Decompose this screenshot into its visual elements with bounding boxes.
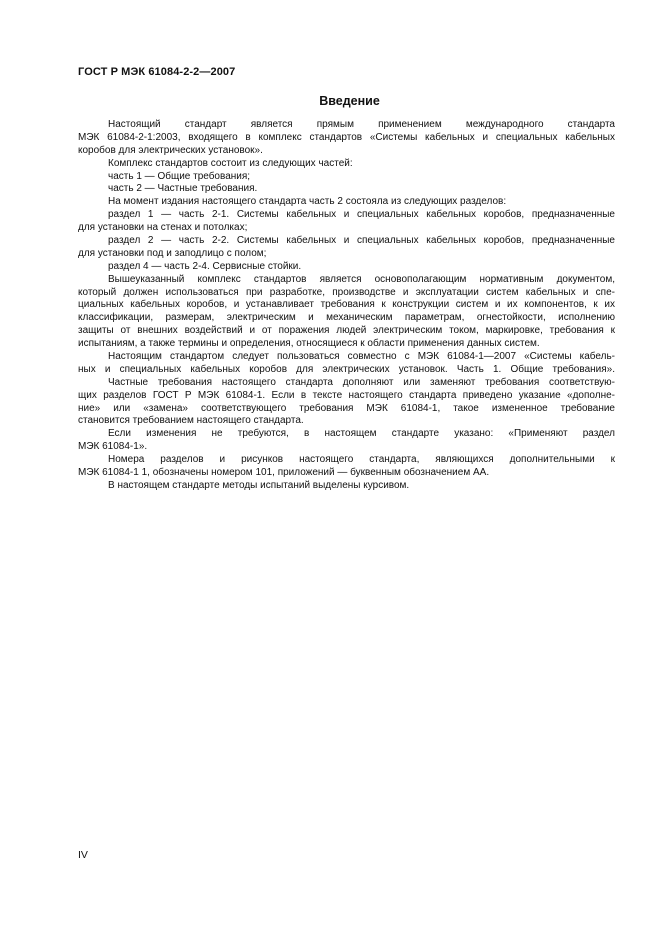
text-line: который должен использоваться при разработке, производстве и эксплуатации систем кабельных и спе- xyxy=(78,286,615,298)
text-line: классификации, размерам, электрическим и механическим параметрам, огнестойкости, исполнению xyxy=(78,312,615,324)
text-line: Комплекс стандартов состоит из следующих частей: xyxy=(108,157,353,169)
text-line: щих разделов ГОСТ Р МЭК 61084-1. Если в тексте настоящего стандарта приведено указание «дополне- xyxy=(78,389,615,401)
text-line: раздел 2 — часть 2-2. Системы кабельных и специальных кабельных коробов, предназначенные xyxy=(108,235,615,247)
text-line: Частные требования настоящего стандарта дополняют или заменяют требования соответствую- xyxy=(108,376,615,388)
text-line: раздел 1 — часть 2-1. Системы кабельных и специальных кабельных коробов, предназначенные xyxy=(108,209,615,221)
text-line: На момент издания настоящего стандарта часть 2 состояла из следующих разделов: xyxy=(108,196,507,208)
text-line: раздел 4 — часть 2-4. Сервисные стойки. xyxy=(108,260,302,272)
text-line: В настоящем стандарте методы испытаний выделены курсивом. xyxy=(108,479,410,491)
text-line: ние» или «замена» соответствующего требования МЭК 61084-1, такое измененное требование xyxy=(78,402,615,414)
text-line: Если изменения не требуются, в настоящем стандарте указано: «Применяют раздел xyxy=(108,428,615,440)
text-line: испытаниям, а также термины и определения, относящиеся к области применения данных систем. xyxy=(78,338,540,350)
text-line: МЭК 61084-2-1:2003, входящего в комплекс стандартов «Системы кабельных и специальных кабельных xyxy=(78,131,615,143)
text-line: МЭК 61084-1». xyxy=(78,441,148,453)
text-line: Номера разделов и рисунков настоящего стандарта, являющихся дополнительными к xyxy=(108,454,615,466)
text-line: часть 1 — Общие требования; xyxy=(108,170,251,182)
text-line: защиты от внешних воздействий и от поражения людей электрическим током, маркировке, требования к xyxy=(78,325,615,337)
text-line: для установки под и заподлицо с полом; xyxy=(78,247,267,259)
text-line: Вышеуказанный комплекс стандартов является основополагающим нормативным документом, xyxy=(108,273,615,285)
text-line: Настоящий стандарт является прямым применением международного стандарта xyxy=(108,119,615,130)
document-header: ГОСТ Р МЭК 61084-2-2—2007 xyxy=(78,66,236,78)
text-line: ных и специальных кабельных коробов для электрических установок. Часть 1. Общие требования». xyxy=(78,363,615,375)
text-line: Настоящим стандартом следует пользоваться совместно с МЭК 61084-1—2007 «Системы кабель- xyxy=(108,351,615,363)
section-title: Введение xyxy=(319,94,380,108)
text-line: для установки на стенах и потолках; xyxy=(78,222,248,234)
text-line: становится требованием настоящего стандарта. xyxy=(78,415,304,427)
document-body xyxy=(78,119,615,493)
text-line: часть 2 — Частные требования. xyxy=(108,183,258,195)
page-number: IV xyxy=(78,849,88,861)
text-line: циальных кабельных коробов, и устанавливает требования к конструкции систем и их компонентов, к их xyxy=(78,299,615,311)
text-line: МЭК 61084-1 1, обозначены номером 101, приложений — буквенным обозначением АА. xyxy=(78,467,490,479)
text-line: коробов для электрических установок». xyxy=(78,144,263,156)
